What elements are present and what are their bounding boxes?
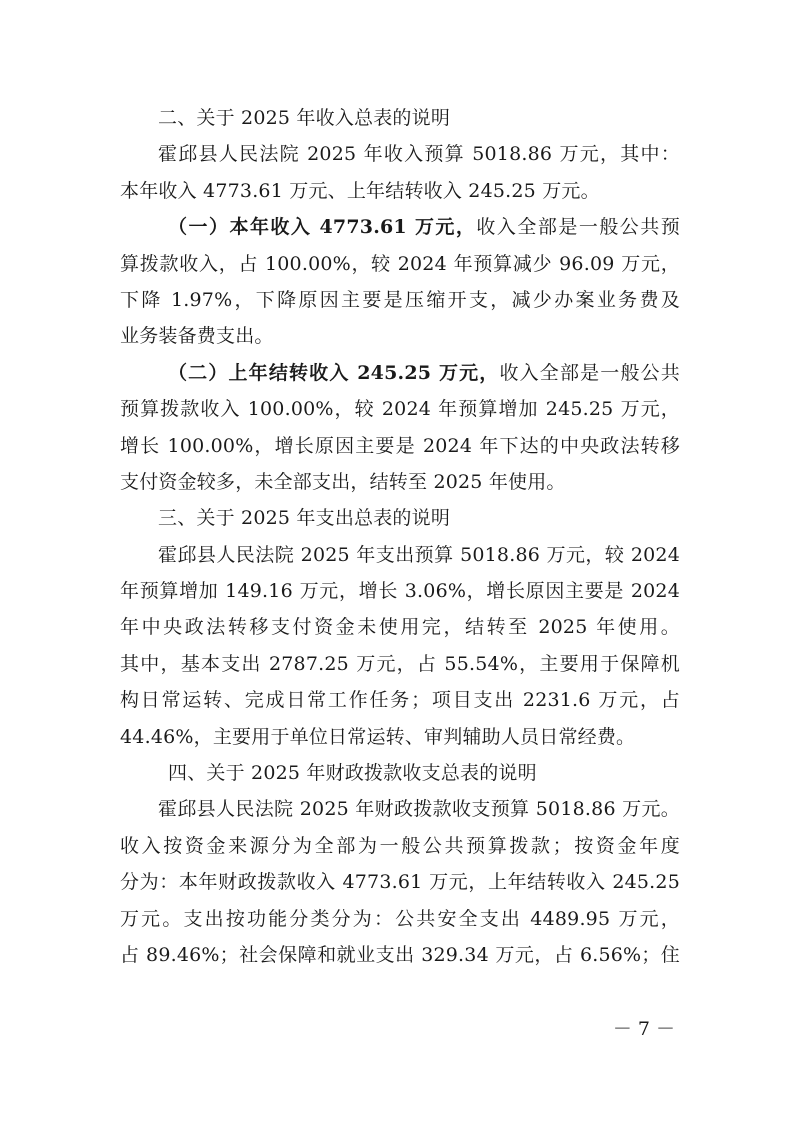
paragraph-line: 霍邱县人民法院 2025 年收入预算 5018.86 万元，其中：	[158, 143, 680, 166]
paragraph-line: 年中央政法转移支付资金未使用完，结转至 2025 年使用。	[120, 616, 680, 639]
paragraph-line: 本年收入 4773.61 万元、上年结转收入 245.25 万元。	[120, 179, 600, 202]
subsection-text: 收入全部是一般公共预	[476, 216, 680, 239]
section-heading-fiscal-appropriation: 四、关于 2025 年财政拨款收支总表的说明	[168, 762, 537, 785]
subsection-current-year-income	[120, 209, 680, 245]
document-body	[120, 100, 680, 973]
paragraph-line: 其中，基本支出 2787.25 万元，占 55.54%，主要用于保障机	[120, 652, 680, 675]
paragraph-line: 分为：本年财政拨款收入 4773.61 万元，上年结转收入 245.25	[120, 871, 680, 894]
section-heading-income-summary: 二、关于 2025 年收入总表的说明	[158, 107, 451, 129]
subsection-title-bold: （一）本年收入 4773.61 万元，	[168, 216, 477, 239]
paragraph-line: 支付资金较多，未全部支出，结转至 2025 年使用。	[120, 470, 566, 493]
paragraph-line: 下降 1.97%，下降原因主要是压缩开支，减少办案业务费及	[120, 288, 680, 311]
paragraph-line: 44.46%，主要用于单位日常运转、审判辅助人员日常经费。	[120, 725, 636, 748]
paragraph-line: 万元。支出按功能分类分为：公共安全支出 4489.95 万元，	[120, 907, 680, 930]
page-number: － 7 －	[612, 1018, 675, 1040]
paragraph-line: 增长 100.00%，增长原因主要是 2024 年下达的中央政法转移	[120, 434, 680, 457]
paragraph-line: 占 89.46%；社会保障和就业支出 329.34 万元，占 6.56%；住	[120, 943, 680, 966]
paragraph-line: 年预算增加 149.16 万元，增长 3.06%，增长原因主要是 2024	[120, 580, 680, 603]
subsection-text: 收入全部是一般公共	[499, 361, 680, 384]
paragraph-line: 构日常运转、完成日常工作任务；项目支出 2231.6 万元，占	[120, 689, 680, 712]
paragraph-line: 预算拨款收入 100.00%，较 2024 年预算增加 245.25 万元，	[120, 398, 680, 421]
section-heading-expenditure-summary: 三、关于 2025 年支出总表的说明	[158, 507, 451, 530]
subsection-title-bold: （二）上年结转收入 245.25 万元，	[168, 361, 500, 384]
paragraph-line: 业务装备费支出。	[120, 325, 274, 348]
paragraph-line: 算拨款收入，占 100.00%，较 2024 年预算减少 96.09 万元，	[120, 252, 680, 275]
paragraph-line: 霍邱县人民法院 2025 年支出预算 5018.86 万元，较 2024	[158, 543, 680, 566]
paragraph-line: 霍邱县人民法院 2025 年财政拨款收支预算 5018.86 万元。	[158, 798, 680, 821]
subsection-prior-year-carryover	[120, 355, 680, 391]
paragraph-line: 收入按资金来源分为全部为一般公共预算拨款；按资金年度	[120, 834, 680, 857]
